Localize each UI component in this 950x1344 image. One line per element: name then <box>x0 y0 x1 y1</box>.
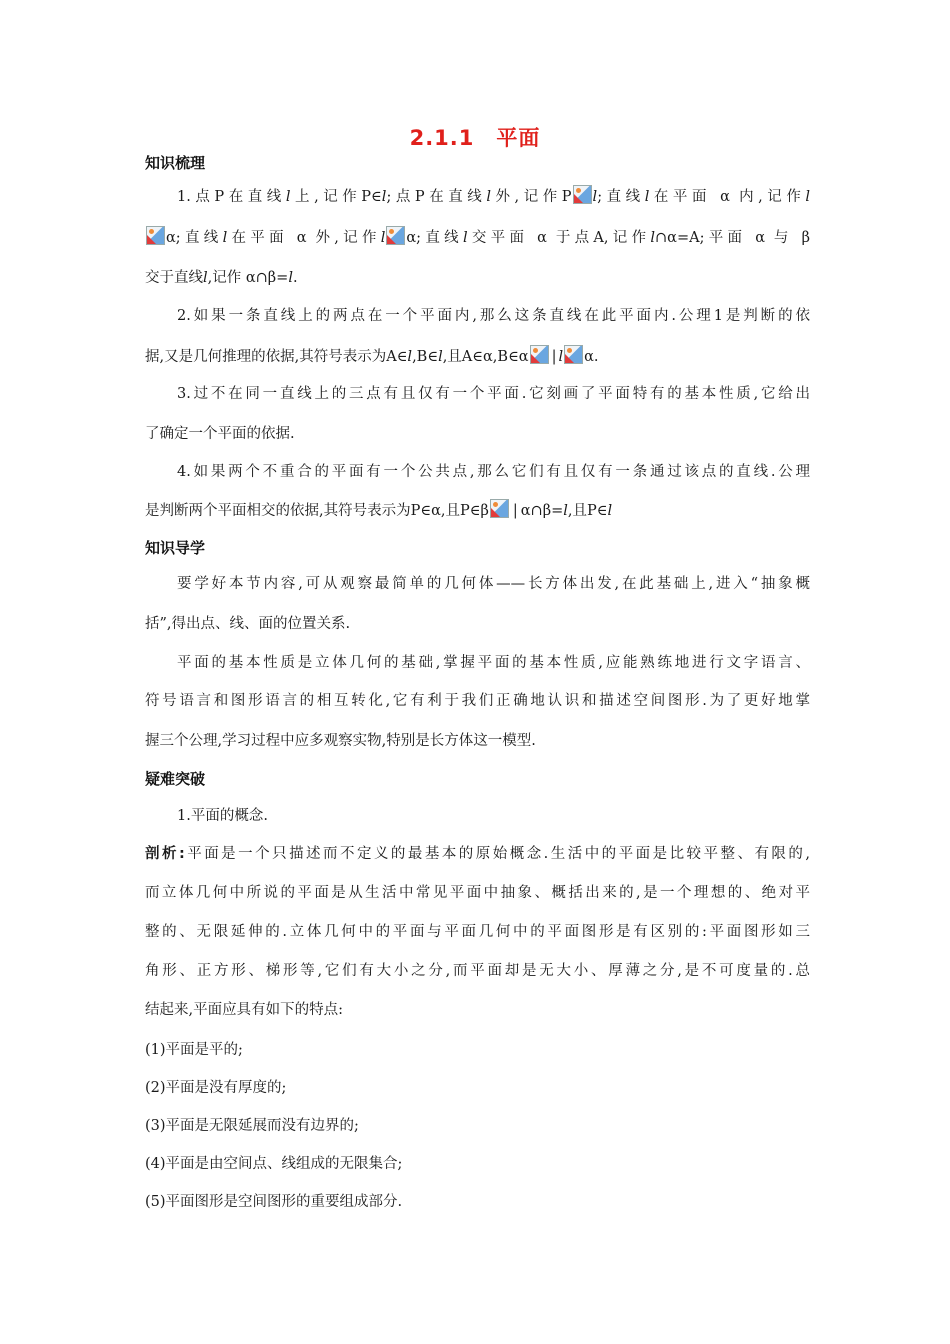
list-item: (1)平面是平的; <box>145 1042 243 1058</box>
guide-paragraph-2-line-2: 符号语言和图形语言的相互转化,它有利于我们正确地认识和描述空间图形.为了更好地掌 <box>145 693 810 709</box>
missing-symbol-image-icon <box>146 226 165 245</box>
text: l <box>380 230 386 246</box>
text: 在平面 α 内,记作 <box>649 189 806 205</box>
missing-symbol-image-icon <box>386 226 405 245</box>
text: l <box>288 270 293 286</box>
text: 据,又是几何推理的依据,其符号表示为A∈ <box>145 349 408 365</box>
guide-paragraph-1-line-2: 括”,得出点、线、面的位置关系. <box>145 616 351 632</box>
text: l <box>805 189 811 205</box>
text: ,记作 α∩β= <box>207 270 289 286</box>
paragraph-3-line-2: 了确定一个平面的依据. <box>145 426 295 442</box>
text: 在平面 α 外,记作 <box>227 230 381 246</box>
section-heading-knowledge-guide: 知识导学 <box>145 539 206 557</box>
paragraph-1-line-3 <box>145 268 810 288</box>
paragraph-4-line-2: 是判断两个平面相交的依据,其符号表示为P∈α,且P∈β | α∩β=l,且P∈l <box>145 499 810 521</box>
text: l <box>644 189 650 205</box>
analysis-label: 剖析: <box>145 846 185 862</box>
text: α;直线 <box>166 230 223 246</box>
analysis-line-4: 角形、正方形、梯形等,它们有大小之分,而平面却是无大小、厚薄之分,是不可度量的.总 <box>145 963 810 979</box>
analysis-line-5: 结起来,平面应具有如下的特点: <box>145 1002 343 1018</box>
text: l <box>462 230 468 246</box>
text: ∩α=A;平面 α 与 β <box>655 230 811 246</box>
text: l <box>563 503 568 519</box>
paragraph-4-line-1: 4.如果两个不重合的平面有一个公共点,那么它们有且仅有一条通过该点的直线.公理 <box>177 464 810 480</box>
text: 上,记作P∈ <box>290 189 382 205</box>
section-heading-difficulties: 疑难突破 <box>145 770 206 788</box>
text: l <box>592 189 598 205</box>
text: l <box>558 349 564 365</box>
section-heading-knowledge-review: 知识梳理 <box>145 154 206 172</box>
guide-paragraph-2-line-1: 平面的基本性质是立体几何的基础,掌握平面的基本性质,应能熟练地进行文字语言、 <box>177 655 810 671</box>
paragraph-3-line-1: 3.过不在同一直线上的三点有且仅有一个平面.它刻画了平面特有的基本性质,它给出 <box>177 386 810 402</box>
text: 平面是一个只描述而不定义的最基本的原始概念.生活中的平面是比较平整、有限的, <box>184 846 810 862</box>
text: l <box>285 189 291 205</box>
paragraph-1-line-2 <box>145 226 810 248</box>
text: l <box>438 349 443 365</box>
page-title: 2.1.1 平面 <box>409 126 541 150</box>
text: ,B∈ <box>412 349 439 365</box>
guide-paragraph-1-line-1: 要学好本节内容,可从观察最简单的几何体——长方体出发,在此基础上,进入“抽象概 <box>177 576 810 592</box>
text: ;点P在直线 <box>386 189 487 205</box>
missing-symbol-image-icon <box>490 499 509 518</box>
text: l <box>607 503 613 519</box>
text: ;直线 <box>597 189 645 205</box>
list-item: (5)平面图形是空间图形的重要组成部分. <box>145 1194 403 1210</box>
text: 交平面 α 于点A,记作 <box>467 230 651 246</box>
text: l <box>407 349 413 365</box>
text: α∩β= <box>520 503 564 519</box>
missing-symbol-image-icon <box>564 345 583 364</box>
analysis-line-3: 整的、无限延伸的.立体几何中的平面与平面几何中的平面图形是有区别的:平面图形如三 <box>145 924 810 940</box>
list-item: (3)平面是无限延展而没有边界的; <box>145 1118 359 1134</box>
text: 外,记作P <box>490 189 572 205</box>
paragraph-2-line-2: 据,又是几何推理的依据,其符号表示为A∈l,B∈l,且A∈α,B∈α | l α. <box>145 345 810 367</box>
text: α. <box>584 349 599 365</box>
text: 1.点P在直线 <box>177 189 286 205</box>
guide-paragraph-2-line-3: 握三个公理,学习过程中应多观察实物,特别是长方体这一模型. <box>145 733 536 749</box>
text: ,且P∈ <box>567 503 608 519</box>
text: . <box>292 270 298 286</box>
text: l <box>222 230 228 246</box>
list-item: (4)平面是由空间点、线组成的无限集合; <box>145 1156 403 1172</box>
missing-symbol-image-icon <box>530 345 549 364</box>
paragraph-1-line-1 <box>177 185 810 207</box>
text: l <box>650 230 656 246</box>
text: 交于直线 <box>145 270 203 286</box>
text: 是判断两个平面相交的依据,其符号表示为P∈α,且P∈β <box>145 503 489 519</box>
missing-symbol-image-icon <box>573 185 592 204</box>
text: l <box>381 189 387 205</box>
list-item: (2)平面是没有厚度的; <box>145 1080 287 1096</box>
text: l <box>203 270 208 286</box>
analysis-line-1 <box>145 844 810 864</box>
paragraph-2-line-1: 2.如果一条直线上的两点在一个平面内,那么这条直线在此平面内.公理1是判断的依 <box>177 308 810 324</box>
analysis-line-2: 而立体几何中所说的平面是从生活中常见平面中抽象、概括出来的,是一个理想的、绝对平 <box>145 885 810 901</box>
text: ,且A∈α,B∈α <box>442 349 529 365</box>
text: l <box>486 189 491 205</box>
difficulty-item-1: 1.平面的概念. <box>177 808 268 824</box>
text: α;直线 <box>406 230 463 246</box>
